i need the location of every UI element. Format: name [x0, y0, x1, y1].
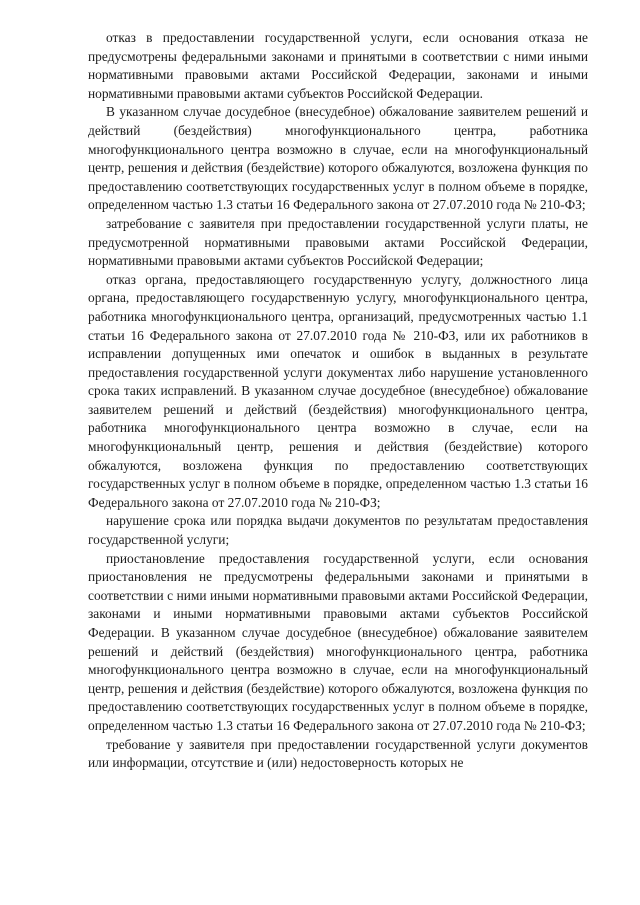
paragraph-refusal-grounds: отказ в предоставлении государственной услуги, если основания отказа не предусмотрены федеральными законами и принятыми в соответствии с ними иными нормативными правовыми актами Российской Федерации, законами и иными нормативными правовыми актами субъектов Российской Федерации.	[88, 30, 588, 101]
paragraph-mfc-appeal: В указанном случае досудебное (внесудебное) обжалование заявителем решений и действий (бездействия) многофункционального центра, работника многофункционального центра возможно в случае, если на многофункциональный центр, решения и действия (бездействие) которого обжалуются, возложена функция по предоставлению соответствующих государственных услуг в полном объеме в порядке, определенном частью 1.3 статьи 16 Федерального закона от 27.07.2010 года № 210-ФЗ;	[88, 104, 588, 213]
paragraph-document-requirement: требование у заявителя при предоставлении государственной услуги документов или информации, отсутствие и (или) недостоверность которых не	[88, 736, 588, 771]
paragraph-unlawful-fee: затребование с заявителя при предоставлении государственной услуги платы, не предусмотренной нормативными правовыми актами Российской Федерации, нормативными правовыми актами субъектов Российской Федерации;	[88, 215, 588, 269]
paragraph-issuance-violation: нарушение срока или порядка выдачи документов по результатам предоставления государственной услуги;	[88, 513, 588, 548]
paragraph-refusal-to-correct-errors: отказ органа, предоставляющего государственную услугу, должностного лица органа, предоставляющего государственную услугу, многофункционального центра, работника многофункционального центра, организаций, предусмотренных частью 1.1 статьи 16 Федерального закона от 27.07.2010 года № 210-ФЗ, или их работников в исправлении допущенных ими опечаток и ошибок в выданных в результате предоставления государственной услуги документах либо нарушение установленного срока таких исправлений. В указанном случае досудебное (внесудебное) обжалование заявителем решений и действий (бездействия) многофункционального центра, работника многофункционального центра возможно в случае, если на многофункциональный центр, решения и действия (бездействие) которого обжалуются, возложена функция по предоставлению соответствующих государственных услуг в полном объеме в порядке, определенном частью 1.3 статьи 16 Федерального закона от 27.07.2010 года № 210-ФЗ;	[88, 271, 588, 510]
document-page	[88, 29, 588, 773]
paragraph-suspension: приостановление предоставления государственной услуги, если основания приостановления не предусмотрены федеральными законами и принятыми в соответствии с ними иными нормативными правовыми актами Российской Федерации, законами и иными нормативными правовыми актами субъектов Российской Федерации. В указанном случае досудебное (внесудебное) обжалование заявителем решений и действий (бездействия) многофункционального центра, работника многофункционального центра возможно в случае, если на многофункциональный центр, решения и действия (бездействие) которого обжалуются, возложена функция по предоставлению соответствующих государственных услуг в полном объеме в порядке, определенном частью 1.3 статьи 16 Федерального закона от 27.07.2010 года № 210-ФЗ;	[88, 550, 588, 733]
